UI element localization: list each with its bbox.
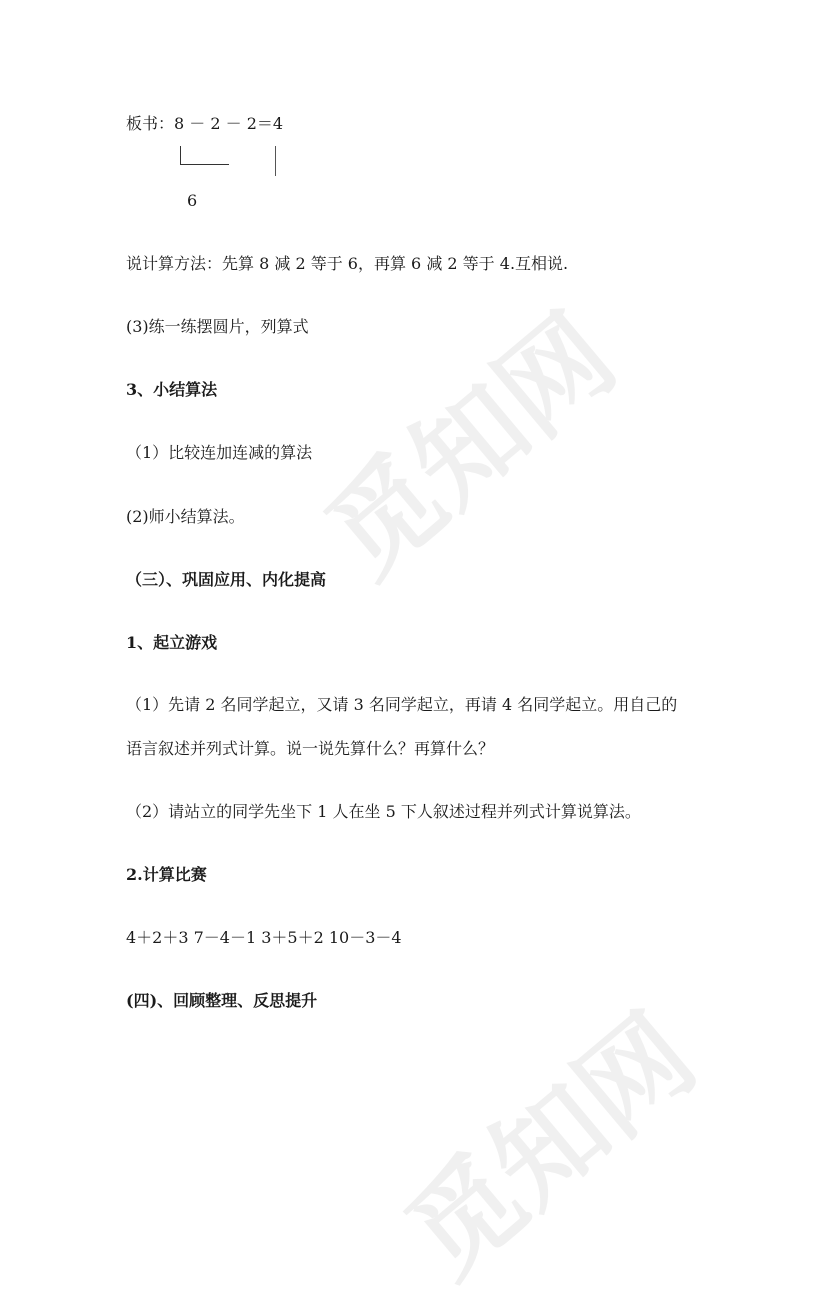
contest-problems: 4＋2＋3 7－4－1 3＋5＋2 10－3－4 <box>126 928 402 947</box>
section3-heading: （三）、巩固应用、内化提高 <box>126 570 327 589</box>
game-item2-line: （2）请站立的同学先坐下 1 人在坐 5 下人叙述过程并列式计算说算法。 <box>126 802 641 821</box>
watermark: 觅知网 <box>303 290 639 601</box>
explain-line: 说计算方法：先算 8 减 2 等于 6，再算 6 减 2 等于 4.互相说. <box>126 254 569 273</box>
compare-line: （1）比较连加连减的算法 <box>126 443 313 462</box>
game-item1-line1: （1）先请 2 名同学起立，又请 3 名同学起立，再请 4 名同学起立。用自己的 <box>126 695 678 714</box>
watermark: 觅知网 <box>383 990 719 1301</box>
contest-heading: 2.计算比赛 <box>126 865 207 884</box>
summary-heading: 3、小结算法 <box>126 380 218 399</box>
bracket-left <box>180 146 229 165</box>
teacher-summary-line: (2)师小结算法。 <box>126 507 245 526</box>
bracket-right <box>275 146 276 176</box>
section4-heading: (四)、回顾整理、反思提升 <box>126 991 318 1010</box>
game-heading: 1、起立游戏 <box>126 633 218 652</box>
board-intermediate: 6 <box>187 191 198 210</box>
board-equation: 板书：8 － 2 － 2＝4 <box>126 114 284 133</box>
game-item1-line2: 语言叙述并列式计算。说一说先算什么？再算什么？ <box>126 739 495 758</box>
practice-line: (3)练一练摆圆片，列算式 <box>126 317 309 336</box>
